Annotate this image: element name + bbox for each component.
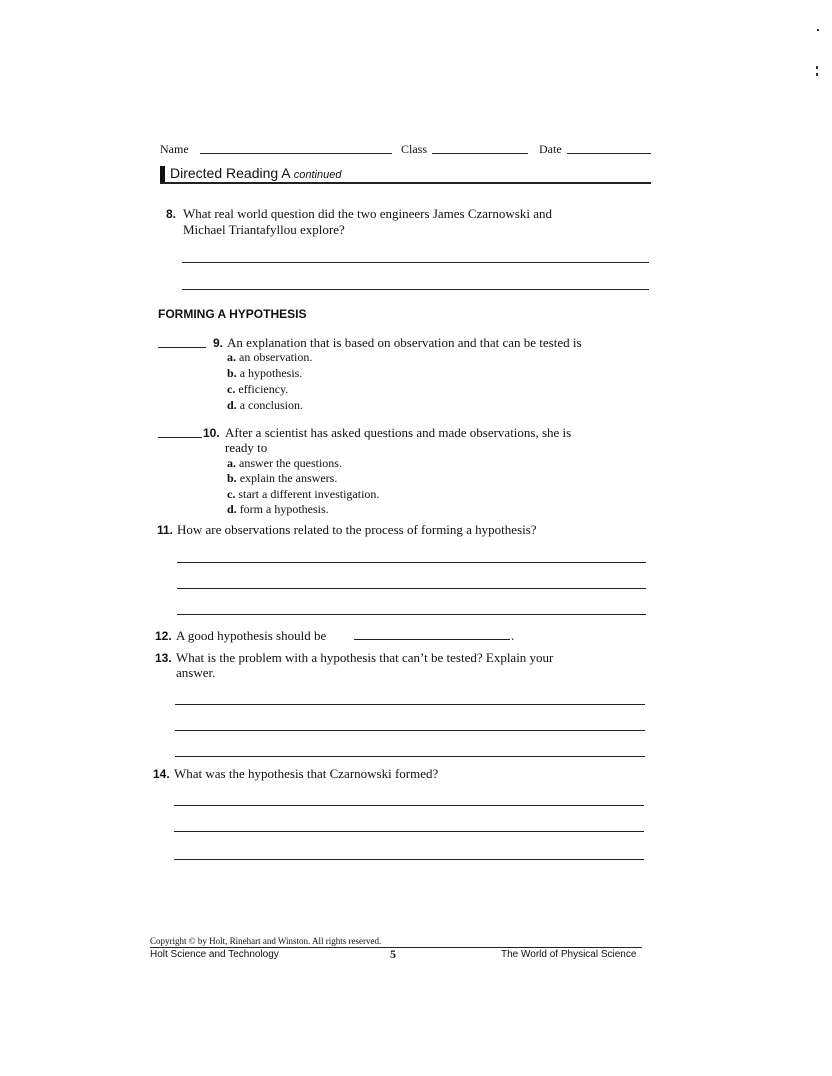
- section-title-text: Directed Reading A: [170, 165, 290, 181]
- question-number: 13.: [155, 651, 172, 665]
- answer-line[interactable]: [174, 831, 644, 832]
- class-label: Class: [401, 142, 428, 156]
- question-number: 9.: [213, 336, 224, 350]
- option-text: form a hypothesis.: [239, 502, 329, 516]
- date-label: Date: [539, 142, 562, 156]
- option-letter: c.: [227, 382, 236, 396]
- option: [227, 366, 302, 381]
- footer-book-title: Holt Science and Technology: [150, 949, 279, 960]
- page-number: 5: [390, 947, 396, 961]
- option: [227, 350, 312, 365]
- answer-blank[interactable]: [354, 639, 510, 640]
- date-field[interactable]: [567, 153, 651, 154]
- question-text: ready to: [225, 440, 268, 455]
- section-underline: [160, 182, 651, 184]
- option-letter: a.: [227, 456, 236, 470]
- answer-line[interactable]: [175, 704, 645, 705]
- option-text: a conclusion.: [239, 398, 304, 412]
- option: [227, 398, 303, 413]
- answer-line[interactable]: [175, 730, 645, 731]
- question-text: Michael Triantafyllou explore?: [183, 222, 345, 237]
- option-text: an observation.: [239, 350, 313, 364]
- option-text: start a different investigation.: [238, 487, 380, 501]
- name-label: Name: [160, 142, 189, 156]
- name-field[interactable]: [200, 153, 392, 154]
- question-text: What was the hypothesis that Czarnowski formed?: [174, 766, 439, 781]
- scan-speck: [816, 66, 818, 69]
- question-text: What real world question did the two engineers James Czarnowski and: [183, 206, 552, 221]
- option-letter: a.: [227, 350, 236, 364]
- section-title-bar: [160, 166, 165, 183]
- question-number: 10.: [203, 426, 220, 440]
- option-letter: c.: [227, 487, 236, 501]
- answer-line[interactable]: [182, 262, 649, 263]
- footer-rule: [150, 947, 642, 948]
- sentence-end: .: [511, 628, 515, 643]
- answer-blank[interactable]: [158, 437, 202, 438]
- question-text: How are observations related to the process of forming a hypothesis?: [177, 522, 537, 537]
- option-letter: b.: [227, 471, 237, 485]
- question-number: 8.: [166, 207, 177, 221]
- scan-speck: [817, 29, 819, 31]
- option-letter: d.: [227, 502, 237, 516]
- question-text: An explanation that is based on observation and that can be tested is: [227, 335, 582, 350]
- answer-line[interactable]: [182, 289, 649, 290]
- class-field[interactable]: [432, 153, 528, 154]
- question-text: What is the problem with a hypothesis that can’t be tested? Explain your: [176, 650, 554, 665]
- question-text: A good hypothesis should be: [176, 628, 327, 643]
- answer-blank[interactable]: [158, 347, 206, 348]
- answer-line[interactable]: [177, 614, 646, 615]
- question-number: 14.: [153, 767, 170, 781]
- option: [227, 382, 288, 397]
- option: [227, 456, 342, 471]
- scan-speck: [816, 73, 818, 76]
- option-text: a hypothesis.: [239, 366, 303, 380]
- question-number: 11.: [157, 523, 174, 537]
- option: [227, 502, 329, 517]
- question-text: answer.: [176, 665, 216, 680]
- answer-line[interactable]: [175, 756, 645, 757]
- option-text: explain the answers.: [239, 471, 338, 485]
- copyright-notice: Copyright © by Holt, Rinehart and Winston. All rights reserved.: [150, 936, 382, 946]
- footer-series-title: The World of Physical Science: [501, 949, 637, 960]
- option: [227, 487, 379, 502]
- answer-line[interactable]: [174, 859, 644, 860]
- section-heading: FORMING A HYPOTHESIS: [158, 307, 307, 321]
- question-number: 12.: [155, 629, 172, 643]
- option-letter: d.: [227, 398, 237, 412]
- answer-line[interactable]: [177, 588, 646, 589]
- question-text: After a scientist has asked questions and made observations, she is: [225, 425, 572, 440]
- answer-line[interactable]: [177, 562, 646, 563]
- option-text: efficiency.: [238, 382, 289, 396]
- answer-line[interactable]: [174, 805, 644, 806]
- option-letter: b.: [227, 366, 237, 380]
- option-text: answer the questions.: [239, 456, 342, 470]
- option: [227, 471, 337, 486]
- section-title-suffix: continued: [293, 169, 342, 181]
